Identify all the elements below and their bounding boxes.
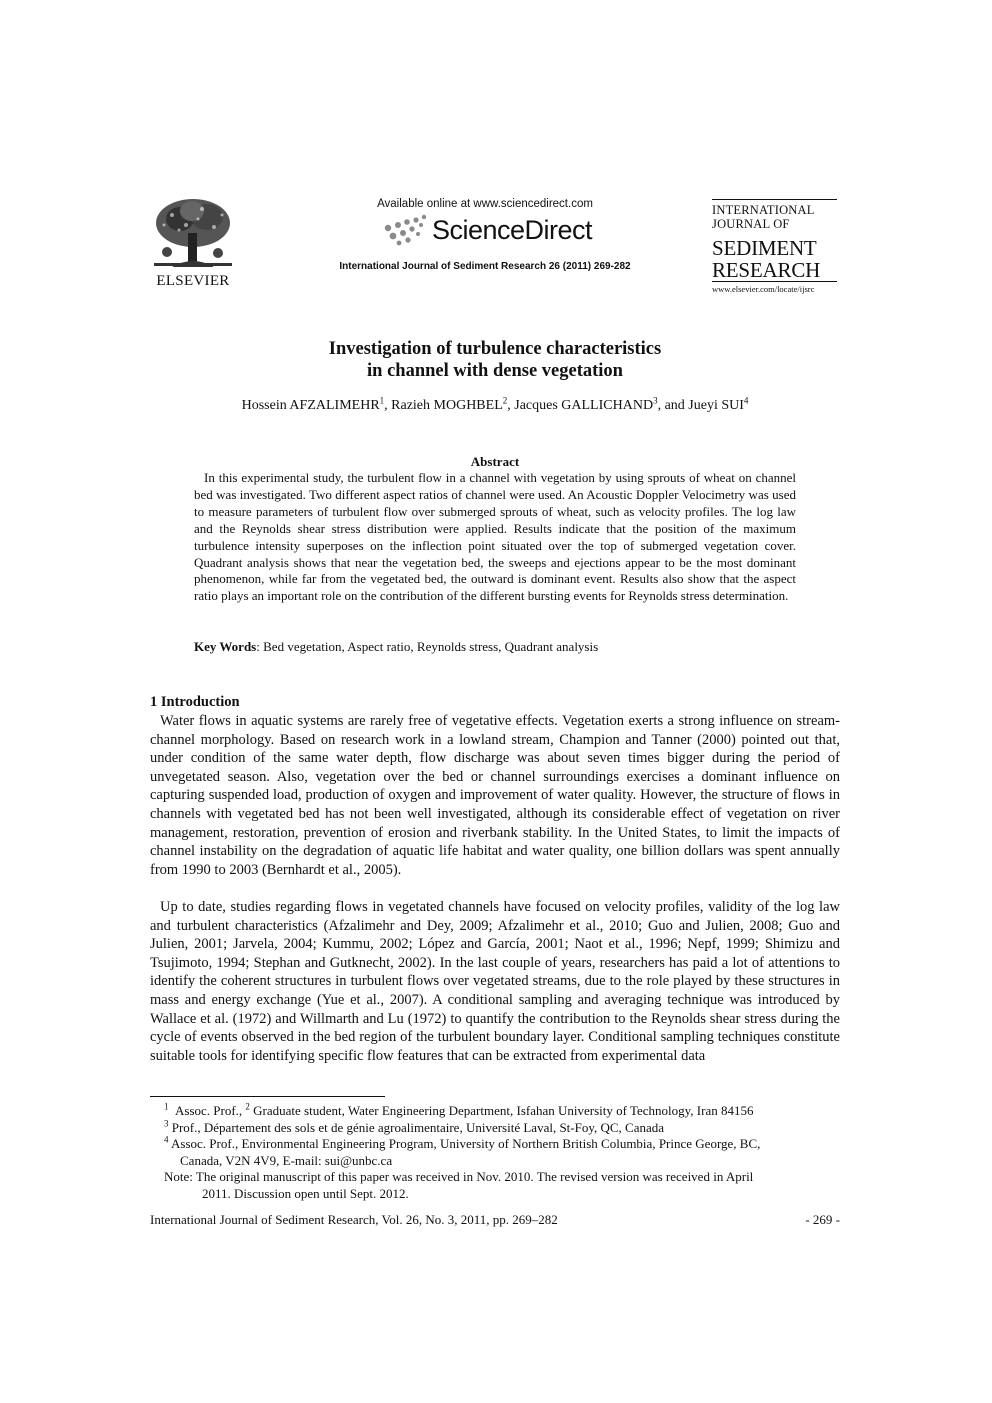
author-affiliation-mark: 3 — [653, 395, 658, 406]
paper-title-line1: Investigation of turbulence characteristics — [328, 339, 662, 359]
footnote-text: Prof., Département des sols et de génie agroalimentaire, Université Laval, St-Foy, QC, Canada — [168, 1119, 665, 1135]
elsevier-wordmark: ELSEVIER — [156, 273, 230, 289]
journal-logo-line4: RESEARCH — [712, 258, 821, 282]
keywords-separator: : — [256, 639, 264, 654]
journal-logo-line3: SEDIMENT — [712, 236, 817, 260]
elsevier-tree-icon — [152, 197, 234, 271]
sciencedirect-dots-icon — [378, 213, 430, 247]
footnote-mark: 2 — [245, 1101, 250, 1112]
abstract-text: In this experimental study, the turbulent flow in a channel with vegetation by using sprouts of wheat on channel bed was investigated. Two different aspect ratios of channel were used. An Acoustic Doppler Velocimetry was used to measure parameters of turbulent flow over submerged sprouts of wheat, such as velocity profiles. The log law and the Reynolds shear stress distribution were applied. Results indicate that the position of the maximum turbulence intensity superposes on the inflection point situated over the top of submerged vegetation cover. Quadrant analysis shows that near the vegetation bed, the sweeps and ejections appear to be the most dominant phenomenon, while far from the vegetated bed, the outward is dominant event. Results also show that the aspect ratio plays an important role on the contribution of the different bursting events for Reynolds stress determination. — [194, 470, 796, 604]
author-list — [150, 397, 840, 415]
sciencedirect-block — [330, 197, 640, 273]
available-online-text: Available online at www.sciencedirect.com — [377, 198, 593, 210]
footnote-mark: 3 — [164, 1118, 169, 1129]
sciencedirect-wordmark: ScienceDirect — [431, 215, 593, 245]
keywords-text: Bed vegetation, Aspect ratio, Reynolds stress, Quadrant analysis — [263, 639, 599, 654]
footnote-4-continuation: Canada, V2N 4V9, E-mail: sui@unbc.ca — [180, 1152, 393, 1168]
paper-title-line2: in channel with dense vegetation — [367, 361, 623, 381]
author-affiliation-mark: 2 — [502, 395, 508, 406]
footnote-text: Graduate student, Water Engineering Department, Isfahan University of Technology, Iran 84156 — [249, 1103, 754, 1118]
footnote-4 — [150, 1136, 840, 1153]
page-number: - 269 - — [805, 1212, 840, 1227]
author-name: Hossein AFZALIMEHR — [241, 398, 380, 413]
keywords-label: Key Words — [194, 639, 257, 654]
author-separator: , — [507, 398, 515, 413]
journal-logo — [712, 199, 840, 294]
footnotes — [150, 1103, 840, 1203]
section-heading-introduction: 1 Introduction — [150, 694, 240, 710]
manuscript-note-continuation: 2011. Discussion open until Sept. 2012. — [202, 1185, 409, 1201]
journal-logo-top-rule — [712, 199, 837, 200]
author-affiliation-mark: 1 — [379, 395, 385, 406]
journal-url[interactable]: www.elsevier.com/locate/ijsrc — [712, 284, 815, 294]
footnote-mark: 4 — [164, 1134, 169, 1145]
footer-citation: International Journal of Sediment Research, Vol. 26, No. 3, 2011, pp. 269–282 — [150, 1212, 558, 1227]
paper-title — [150, 338, 840, 382]
introduction-paragraph-1: Water flows in aquatic systems are rarely free of vegetative effects. Vegetation exerts a strong influence on stream-channel morphology. Based on research work in a lowland stream, Champion and Tanner (2000) pointed out that, under condition of the same water depth, flow discharge was about seven times bigger during the period of unvegetated season. Also, vegetation over the bed or channel surroundings exercises a dominant influence on capturing suspended load, production of oxygen and improvement of water quality. However, the structure of flows in channels with vegetated bed has not been well investigated, although its considerable effect of vegetation on river management, restoration, prevention of erosion and riverbank stability. In the United States, to limit the impacts of channel instability on the degradation of aquatic life habitat and water quality, one billion dollars was spent annually from 1990 to 2003 (Bernhardt et al., 2005). — [150, 713, 840, 878]
author-affiliation-mark: 4 — [743, 395, 749, 406]
author-name: Jueyi SUI — [688, 398, 744, 413]
author-separator: , — [384, 398, 392, 413]
footnote-1-2 — [150, 1103, 840, 1120]
author-separator: , and — [657, 398, 689, 413]
author-name: Jacques GALLICHAND — [514, 398, 654, 413]
footnote-divider — [150, 1096, 385, 1097]
sciencedirect-logo — [330, 213, 640, 247]
journal-logo-line2: JOURNAL OF — [712, 217, 790, 231]
author-name: Razieh MOGHBEL — [391, 398, 503, 413]
footnote-text: Assoc. Prof., — [175, 1103, 246, 1118]
introduction-paragraph-2: Up to date, studies regarding flows in vegetated channels have focused on velocity profiles, validity of the log law and turbulent characteristics (Afzalimehr and Dey, 2009; Afzalimehr et al., 2010; Guo and Julien, 2008; Guo and Julien, 2001; Jarvela, 2004; Kummu, 2002; López and García, 2001; Naot et al., 1996; Nepf, 1999; Shimizu and Tsujimoto, 1994; Stephan and Gutknecht, 2002). In the last couple of years, researchers has paid a lot of attentions to identify the coherent structures in turbulent flows over vegetated streams, due to the role played by these structures in mass and energy exchange (Yue et al., 2007). A conditional sampling and averaging technique was introduced by Wallace et al. (1972) and Willmarth and Lu (1972) to quantify the contribution to the Reynolds shear stress during the cycle of events observed in the bed region of the turbulent boundary layer. Conditional sampling techniques constitute suitable tools for identifying specific flow features that can be extracted from experimental data — [150, 899, 840, 1064]
footnote-text: Assoc. Prof., Environmental Engineering Program, University of Northern British Columbia, Prince George, BC, — [168, 1136, 761, 1152]
journal-logo-line1: INTERNATIONAL — [712, 203, 815, 217]
footnote-mark: 1 — [164, 1101, 169, 1112]
manuscript-note: Note: The original manuscript of this paper was received in Nov. 2010. The revised version was received in April — [164, 1169, 754, 1185]
elsevier-logo — [150, 197, 236, 291]
keywords — [194, 638, 796, 655]
journal-citation: International Journal of Sediment Research 26 (2011) 269-282 — [339, 261, 631, 272]
abstract-heading: Abstract — [470, 454, 520, 469]
footnote-3 — [150, 1120, 840, 1137]
